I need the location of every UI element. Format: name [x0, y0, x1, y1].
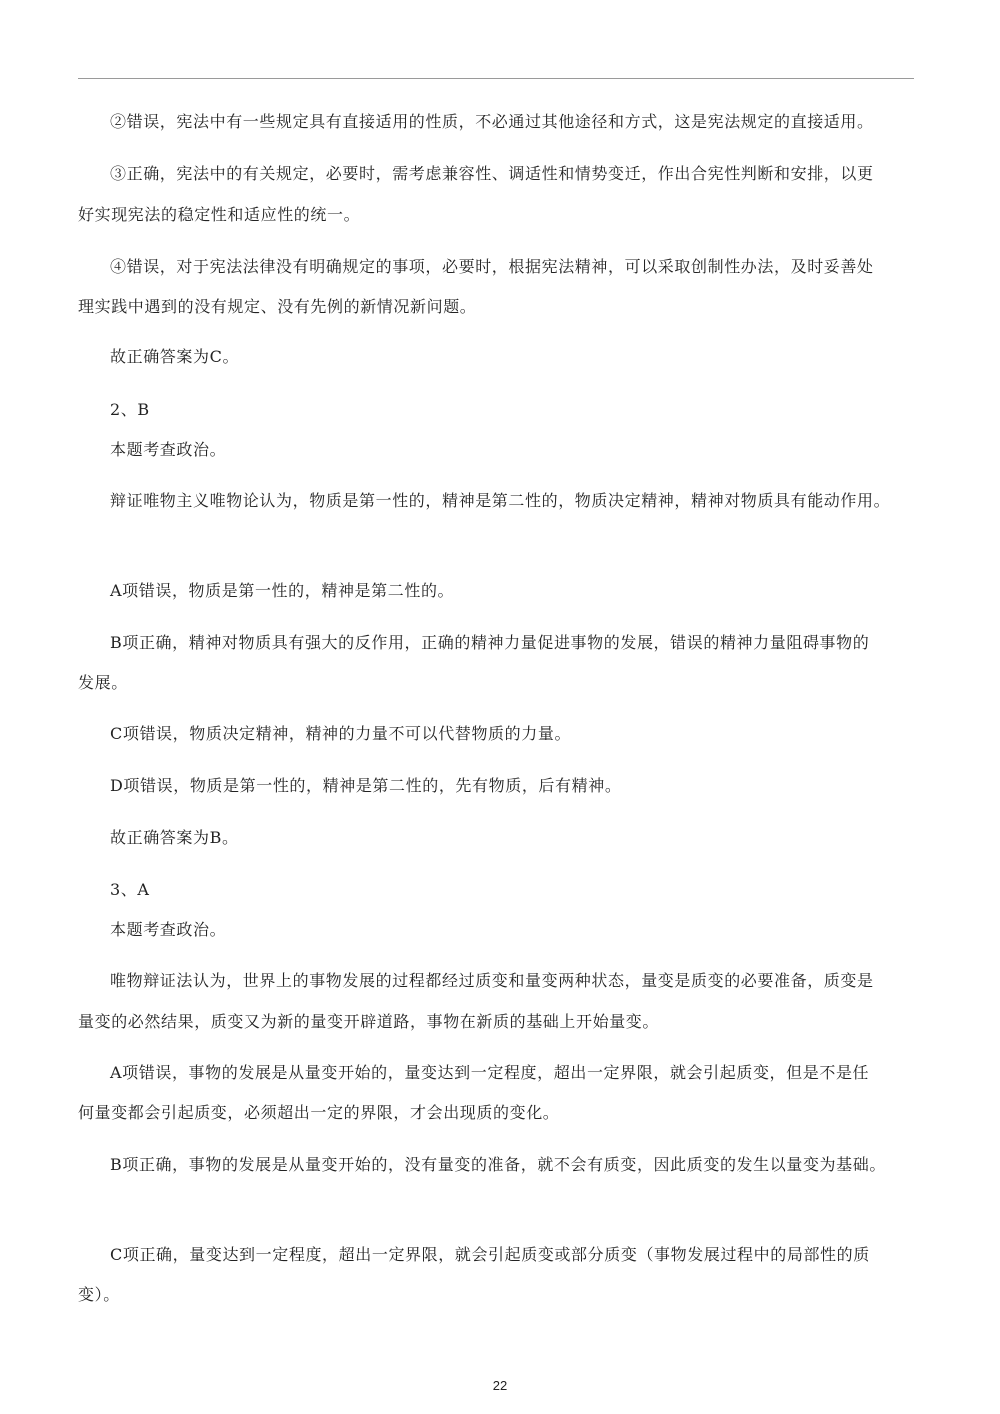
option-analysis: A项错误，事物的发展是从量变开始的，量变达到一定程度，超出一定界限，就会引起质变，但是不是任 — [110, 1063, 870, 1082]
answer-line: ④错误，对于宪法法律没有明确规定的事项，必要时，根据宪法精神，可以采取创制性办法，及时妥善处 — [110, 257, 874, 276]
answer-line: 唯物辩证法认为，世界上的事物发展的过程都经过质变和量变两种状态，量变是质变的必要准备，质变是 — [110, 971, 874, 990]
answer-conclusion: 故正确答案为C。 — [110, 347, 240, 366]
header-rule — [78, 78, 914, 79]
answer-line: 量变的必然结果，质变又为新的量变开辟道路，事物在新质的基础上开始量变。 — [78, 1012, 660, 1031]
topic-line: 本题考查政治。 — [110, 440, 227, 459]
answer-line: 理实践中遇到的没有规定、没有先例的新情况新问题。 — [78, 297, 477, 316]
option-analysis: C项错误，物质决定精神，精神的力量不可以代替物质的力量。 — [110, 724, 572, 743]
option-analysis: 何量变都会引起质变，必须超出一定的界限，才会出现质的变化。 — [78, 1103, 560, 1122]
answer-conclusion: 故正确答案为B。 — [110, 828, 239, 847]
topic-line: 本题考查政治。 — [110, 920, 227, 939]
answer-line: 辩证唯物主义唯物论认为，物质是第一性的，精神是第二性的，物质决定精神，精神对物质具有能动作用。 — [110, 491, 891, 510]
question-number: 3、A — [110, 880, 150, 899]
option-analysis: C项正确，量变达到一定程度，超出一定界限，就会引起质变或部分质变（事物发展过程中的局部性的质 — [110, 1245, 870, 1264]
page-number: 22 — [492, 1378, 508, 1393]
answer-line: ③正确，宪法中的有关规定，必要时，需考虑兼容性、调适性和情势变迁，作出合宪性判断和安排，以更 — [110, 164, 874, 183]
answer-line: ②错误，宪法中有一些规定具有直接适用的性质，不必通过其他途径和方式，这是宪法规定的直接适用。 — [110, 112, 874, 131]
option-analysis: B项正确，精神对物质具有强大的反作用，正确的精神力量促进事物的发展，错误的精神力量阻碍事物的 — [110, 633, 870, 652]
answer-line: 好实现宪法的稳定性和适应性的统一。 — [78, 205, 361, 224]
option-analysis: A项错误，物质是第一性的，精神是第二性的。 — [110, 581, 455, 600]
option-analysis: 发展。 — [78, 673, 128, 692]
option-analysis: 变）。 — [78, 1285, 120, 1304]
question-number: 2、B — [110, 400, 150, 419]
option-analysis: D项错误，物质是第一性的，精神是第二性的，先有物质，后有精神。 — [110, 776, 622, 795]
option-analysis: B项正确，事物的发展是从量变开始的，没有量变的准备，就不会有质变，因此质变的发生以量变为基础。 — [110, 1155, 886, 1174]
